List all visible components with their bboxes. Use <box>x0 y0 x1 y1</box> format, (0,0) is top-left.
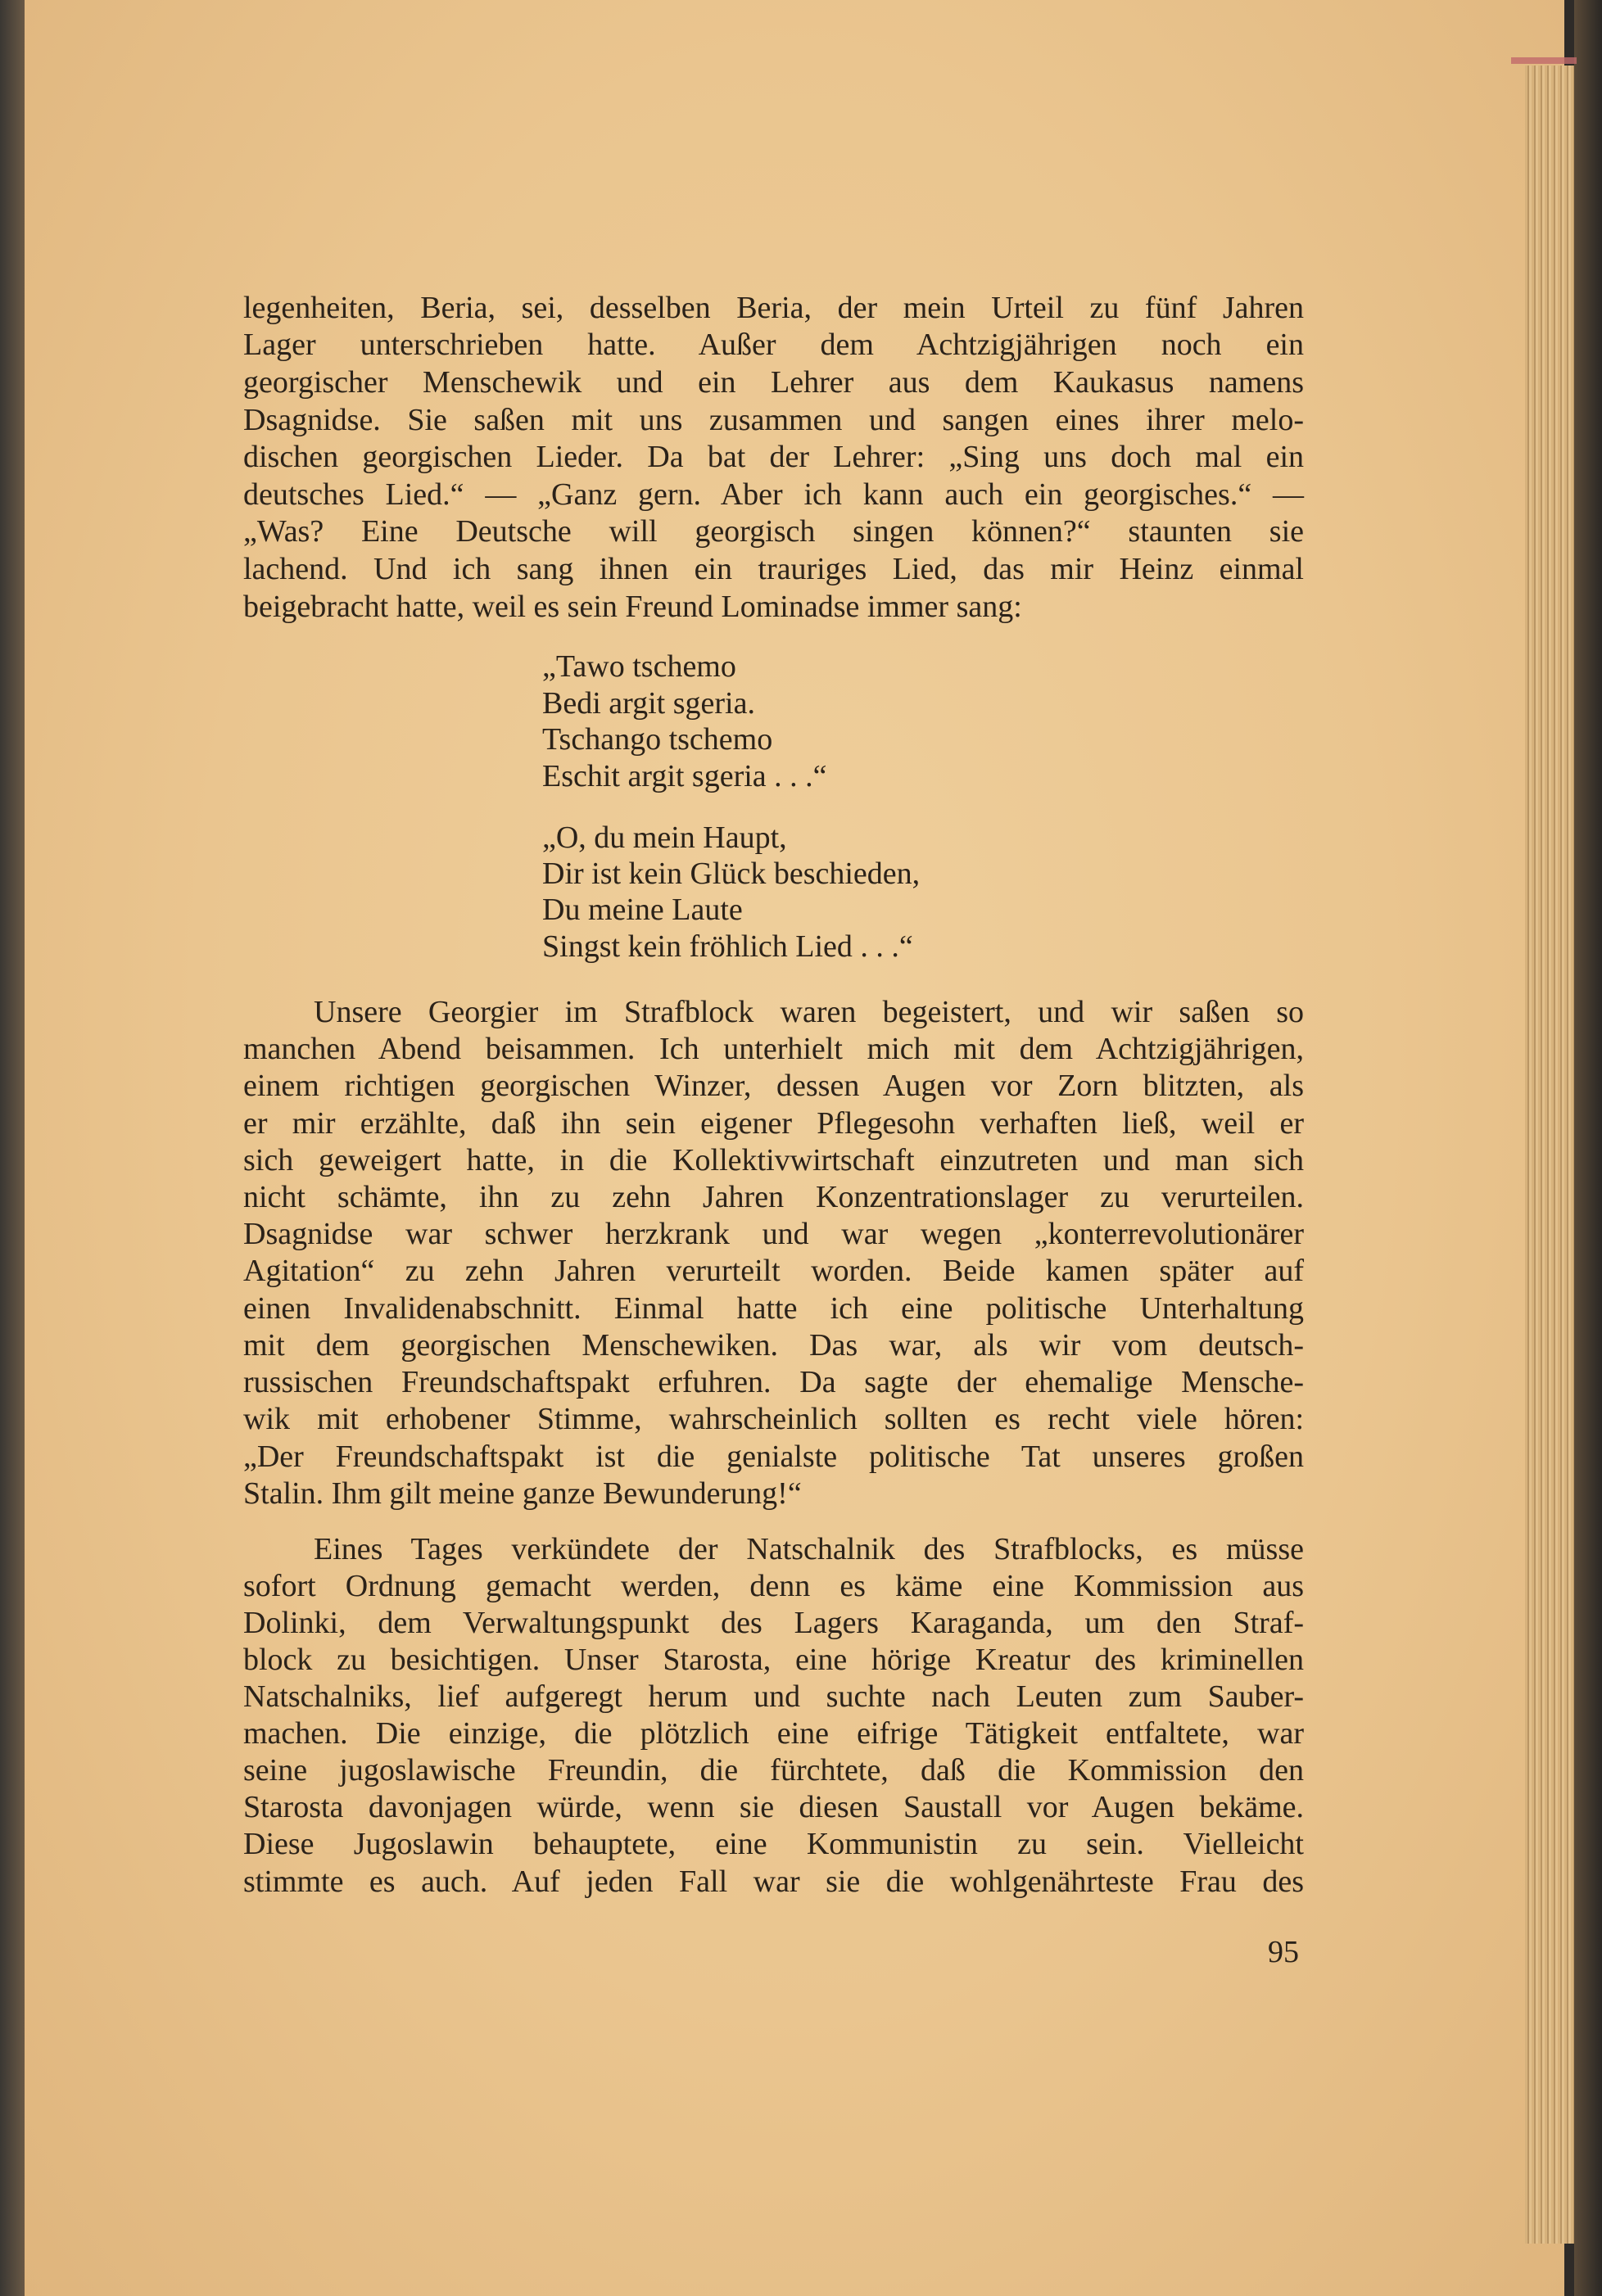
paragraph-2-line: „Der Freundschaftspakt ist die genialste politische Tat unseres großen <box>243 1440 1304 1474</box>
paragraph-3-line: machen. Die einzige, die plötzlich eine eifrige Tätigkeit entfaltete, war <box>243 1716 1304 1751</box>
poem-german-line: Singst kein fröhlich Lied . . .“ <box>542 929 913 964</box>
paragraph-3-line: block zu besichtigen. Unser Starosta, eine hörige Kreatur des kriminellen <box>243 1643 1304 1677</box>
paragraph-1-line: georgischer Menschewik und ein Lehrer aus dem Kaukasus namens <box>243 365 1304 400</box>
paragraph-1-line: dischen georgischen Lieder. Da bat der Lehrer: „Sing uns doch mal ein <box>243 440 1304 474</box>
poem-georgian-line: Eschit argit sgeria . . .“ <box>542 759 827 793</box>
paragraph-3-line: Eines Tages verkündete der Natschalnik des Strafblocks, es müsse <box>314 1532 1304 1566</box>
poem-german-line: Du meine Laute <box>542 893 743 927</box>
page-number: 95 <box>1268 1935 1299 1969</box>
paragraph-2-line: Unsere Georgier im Strafblock waren begeistert, und wir saßen so <box>314 995 1304 1029</box>
paragraph-2-line: einen Invalidenabschnitt. Einmal hatte ich eine politische Unterhaltung <box>243 1291 1304 1326</box>
paragraph-2-line: nicht schämte, ihn zu zehn Jahren Konzentrationslager zu verurteilen. <box>243 1180 1304 1214</box>
paragraph-1-line: „Was? Eine Deutsche will georgisch singen können?“ staunten sie <box>243 514 1304 549</box>
paragraph-2-line: einem richtigen georgischen Winzer, dessen Augen vor Zorn blitzten, als <box>243 1069 1304 1103</box>
paragraph-2-line: er mir erzählte, daß ihn sein eigener Pflegesohn verhaften ließ, weil er <box>243 1106 1304 1141</box>
paragraph-2-line: Dsagnidse war schwer herzkrank und war wegen „konterrevolutionärer <box>243 1217 1304 1251</box>
paragraph-2-line: sich geweigert hatte, in die Kollektivwirtschaft einzutreten und man sich <box>243 1143 1304 1177</box>
paragraph-1-line: lachend. Und ich sang ihnen ein trauriges Lied, das mir Heinz einmal <box>243 552 1304 586</box>
paragraph-1-line: Dsagnidse. Sie saßen mit uns zusammen und sangen eines ihrer melo- <box>243 403 1304 437</box>
paragraph-1-line: Lager unterschrieben hatte. Außer dem Achtzigjährigen noch ein <box>243 328 1304 362</box>
page-edges <box>1525 66 1574 2244</box>
poem-german-line: Dir ist kein Glück beschieden, <box>542 856 921 891</box>
paragraph-2-line: manchen Abend beisammen. Ich unterhielt mich mit dem Achtzigjährigen, <box>243 1032 1304 1066</box>
paragraph-3-line: Diese Jugoslawin behauptete, eine Kommunistin zu sein. Vielleicht <box>243 1827 1304 1861</box>
poem-georgian-line: Bedi argit sgeria. <box>542 686 755 721</box>
cover-edge <box>1511 57 1577 64</box>
paragraph-3-line: Dolinki, dem Verwaltungspunkt des Lagers Karaganda, um den Straf- <box>243 1606 1304 1640</box>
scan-right-edge <box>1574 0 1602 2296</box>
poem-georgian-line: Tschango tschemo <box>542 722 773 757</box>
paragraph-3-line: Starosta davonjagen würde, wenn sie diesen Saustall vor Augen bekäme. <box>243 1790 1304 1824</box>
paragraph-2-line: Agitation“ zu zehn Jahren verurteilt worden. Beide kamen später auf <box>243 1254 1304 1288</box>
poem-georgian-line: „Tawo tschemo <box>542 649 736 684</box>
paragraph-1-line: beigebracht hatte, weil es sein Freund Lominadse immer sang: <box>243 590 1022 624</box>
poem-german-line: „O, du mein Haupt, <box>542 820 787 855</box>
paragraph-2-line: Stalin. Ihm gilt meine ganze Bewunderung!“ <box>243 1476 802 1511</box>
paragraph-2-line: mit dem georgischen Menschewiken. Das war, als wir vom deutsch- <box>243 1328 1304 1363</box>
paragraph-1-line: deutsches Lied.“ — „Ganz gern. Aber ich kann auch ein georgisches.“ — <box>243 477 1304 512</box>
paragraph-3-line: Natschalniks, lief aufgeregt herum und suchte nach Leuten zum Sauber- <box>243 1679 1304 1714</box>
paragraph-3-line: sofort Ordnung gemacht werden, denn es käme eine Kommission aus <box>243 1569 1304 1603</box>
paragraph-3-line: seine jugoslawische Freundin, die fürchtete, daß die Kommission den <box>243 1753 1304 1788</box>
paragraph-2-line: russischen Freundschaftspakt erfuhren. Da sagte der ehemalige Mensche- <box>243 1365 1304 1399</box>
paragraph-2-line: wik mit erhobener Stimme, wahrscheinlich sollten es recht viele hören: <box>243 1402 1304 1436</box>
paragraph-3-line: stimmte es auch. Auf jeden Fall war sie die wohlgenährteste Frau des <box>243 1864 1304 1899</box>
paragraph-1-line: legenheiten, Beria, sei, desselben Beria, der mein Urteil zu fünf Jahren <box>243 291 1304 325</box>
